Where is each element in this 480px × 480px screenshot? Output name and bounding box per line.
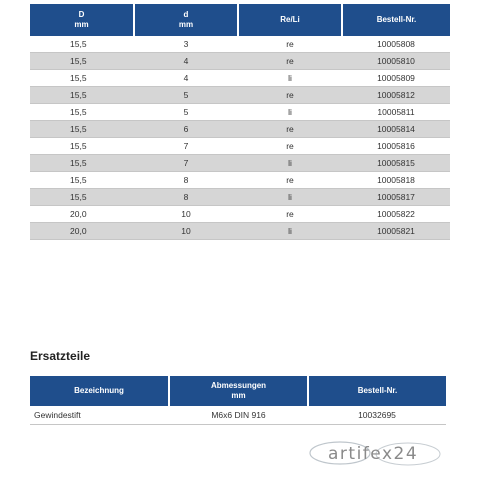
table-cell: li (238, 155, 342, 172)
header-cell (30, 376, 169, 406)
table-cell: 15,5 (70, 175, 87, 185)
table-cell: 5 (134, 87, 238, 104)
table-cell: 15,5 (30, 53, 134, 70)
table-row (30, 172, 450, 189)
section-heading: Ersatzteile (30, 349, 91, 363)
table-cell: 15,5 (70, 39, 87, 49)
table-cell: 10005812 (342, 87, 450, 104)
table-cell: li (288, 107, 292, 117)
table-header-row (30, 4, 450, 36)
table-cell: 10 (134, 223, 238, 240)
table-row (30, 189, 450, 206)
table-cell: 8 (134, 189, 238, 206)
table-body (30, 36, 450, 240)
logo-wordmark: artifex24 (328, 444, 419, 464)
header-line: Bestell-Nr. (357, 386, 398, 395)
header-line: D (78, 10, 85, 19)
table-cell: re (286, 209, 294, 219)
table-cell: 5 (183, 107, 189, 117)
table-cell: li (238, 189, 342, 206)
table-cell: re (286, 39, 294, 49)
table-body (30, 406, 446, 425)
table-header-row (30, 376, 446, 406)
table-cell: 10005811 (377, 107, 415, 117)
table-cell: 10005810 (342, 53, 450, 70)
table-row (30, 36, 450, 53)
table-cell: 7 (134, 155, 238, 172)
spare-parts-table (30, 376, 446, 425)
table-cell: 6 (134, 121, 238, 138)
table-cell: 10032695 (308, 406, 446, 425)
header-unit: mm (74, 20, 89, 29)
table-cell: Gewindestift (30, 406, 169, 425)
table-cell: 15,5 (70, 107, 87, 117)
header-cell (169, 376, 308, 406)
product-table (30, 4, 450, 240)
table-row (30, 70, 450, 87)
header-unit: mm (231, 391, 246, 400)
table-cell: 10005814 (342, 121, 450, 138)
table-cell: 20,0 (70, 209, 87, 219)
table-cell: li (288, 73, 292, 83)
table-row (30, 206, 450, 223)
table-row (30, 121, 450, 138)
header-line: Re/Li (280, 15, 300, 24)
table-row (30, 104, 450, 121)
table-row (30, 155, 450, 172)
table-cell: 15,5 (30, 189, 134, 206)
table-cell: 10005809 (377, 73, 415, 83)
header-cell (342, 4, 450, 36)
header-cell (30, 4, 134, 36)
table-cell: 7 (183, 141, 189, 151)
header-unit: mm (178, 20, 194, 29)
table-cell: re (238, 121, 342, 138)
brand-logo (306, 436, 444, 470)
table-cell: 10005815 (342, 155, 450, 172)
table-cell: 3 (183, 39, 189, 49)
table-cell: 10005818 (377, 175, 415, 185)
header-line: Bezeichnung (74, 386, 124, 395)
header-cell (308, 376, 446, 406)
table-cell: re (286, 141, 294, 151)
table-cell: 15,5 (30, 121, 134, 138)
table-row (30, 223, 450, 240)
header-cell (238, 4, 342, 36)
header-cell (134, 4, 238, 36)
table-cell: 15,5 (30, 155, 134, 172)
header-line: Abmessungen (210, 381, 267, 390)
table-cell: 15,5 (70, 141, 87, 151)
table-cell: 4 (183, 73, 189, 83)
table-cell: 10005808 (377, 39, 415, 49)
table-row (30, 138, 450, 155)
table-cell: 10005821 (342, 223, 450, 240)
table-row (30, 53, 450, 70)
table-cell: M6x6 DIN 916 (169, 406, 308, 425)
table-cell: 10005817 (342, 189, 450, 206)
table-cell: 10005822 (377, 209, 415, 219)
table-cell: li (238, 223, 342, 240)
table-cell: re (286, 175, 294, 185)
table-cell: 10005816 (377, 141, 415, 151)
table-cell: re (238, 87, 342, 104)
table-cell: 15,5 (30, 87, 134, 104)
table-row (30, 87, 450, 104)
header-line: Bestell-Nr. (376, 15, 417, 24)
table-cell: 15,5 (70, 73, 87, 83)
table-cell: 10 (181, 209, 191, 219)
table-cell: 20,0 (30, 223, 134, 240)
table-row (30, 406, 446, 425)
table-cell: re (238, 53, 342, 70)
header-line: d (183, 10, 189, 19)
table-cell: 4 (134, 53, 238, 70)
table-cell: 8 (183, 175, 189, 185)
